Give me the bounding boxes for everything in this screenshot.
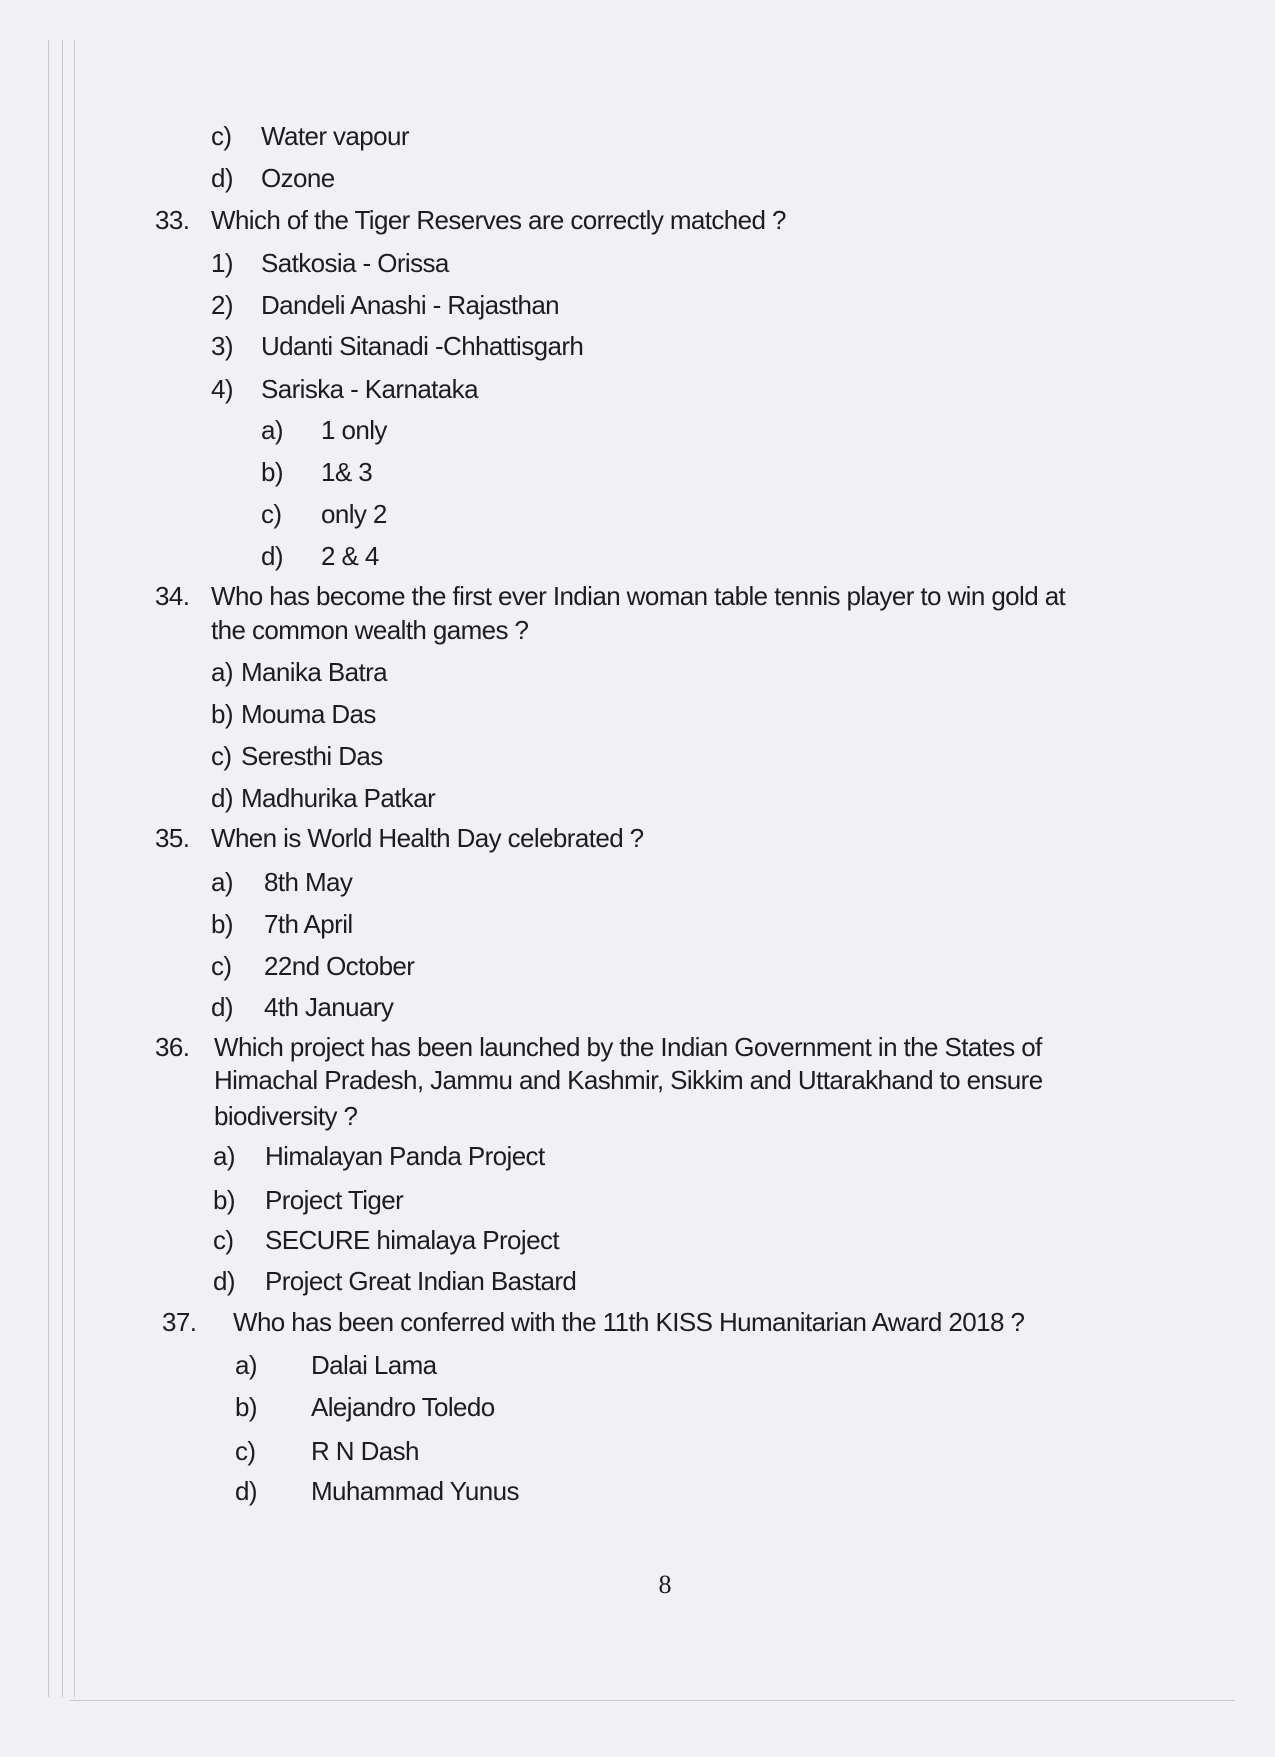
- option-label: c): [211, 951, 232, 981]
- question-text: biodiversity ?: [214, 1101, 358, 1131]
- option-label: b): [211, 909, 233, 939]
- option-text: Seresthi Das: [241, 741, 383, 771]
- question-text: Himachal Pradesh, Jammu and Kashmir, Sikkim and Uttarakhand to ensure: [214, 1065, 1043, 1095]
- option-text: 4th January: [264, 992, 394, 1022]
- statement-text: Sariska - Karnataka: [261, 374, 478, 404]
- paper-edge: [62, 40, 63, 1697]
- option-label: d): [211, 783, 233, 813]
- option-label: c): [213, 1225, 234, 1255]
- option-label: d): [213, 1266, 235, 1296]
- option-text: 22nd October: [264, 951, 415, 981]
- question-text: the common wealth games ?: [211, 615, 529, 645]
- option-text: Project Great Indian Bastard: [265, 1266, 577, 1296]
- option-text: R N Dash: [311, 1436, 419, 1466]
- option-label: d): [261, 541, 283, 571]
- question-number: 36.: [155, 1032, 190, 1062]
- option-text: Project Tiger: [265, 1185, 404, 1215]
- option-label: a): [261, 415, 283, 445]
- option-label: c): [235, 1436, 256, 1466]
- option-text: 1 only: [321, 415, 387, 445]
- option-label: a): [211, 867, 233, 897]
- question-number: 34.: [155, 581, 190, 611]
- option-text: Manika Batra: [241, 657, 387, 687]
- option-text: Mouma Das: [241, 699, 376, 729]
- option-label: c): [211, 121, 232, 151]
- option-text: 1& 3: [321, 457, 373, 487]
- question-number: 35.: [155, 823, 190, 853]
- statement-label: 1): [211, 248, 233, 278]
- option-label: d): [235, 1476, 257, 1506]
- option-text: only 2: [321, 499, 387, 529]
- question-text: Who has been conferred with the 11th KISS Humanitarian Award 2018 ?: [233, 1307, 1025, 1337]
- statement-text: Udanti Sitanadi -Chhattisgarh: [261, 331, 584, 361]
- option-label: c): [211, 741, 232, 771]
- option-label: b): [235, 1392, 257, 1422]
- option-label: d): [211, 992, 233, 1022]
- option-text: Dalai Lama: [311, 1350, 437, 1380]
- option-label: c): [261, 499, 282, 529]
- option-text: Madhurika Patkar: [241, 783, 436, 813]
- option-text: Alejandro Toledo: [311, 1392, 495, 1422]
- option-text: Water vapour: [261, 121, 409, 151]
- question-number: 33.: [155, 205, 190, 235]
- statement-text: Dandeli Anashi - Rajasthan: [261, 290, 560, 320]
- page-number: 8: [658, 1570, 672, 1599]
- paper-edge: [74, 40, 75, 1697]
- question-text: When is World Health Day celebrated ?: [211, 823, 644, 853]
- option-text: 7th April: [264, 909, 353, 939]
- option-label: a): [213, 1141, 235, 1171]
- option-text: SECURE himalaya Project: [265, 1225, 559, 1255]
- question-number: 37.: [162, 1307, 197, 1337]
- option-label: b): [211, 699, 233, 729]
- option-label: b): [213, 1185, 235, 1215]
- option-label: a): [211, 657, 233, 687]
- statement-label: 2): [211, 290, 233, 320]
- question-text: Who has become the first ever Indian woman table tennis player to win gold at: [211, 581, 1066, 611]
- paper-edge: [70, 1700, 1235, 1701]
- option-text: Muhammad Yunus: [311, 1476, 519, 1506]
- question-text: Which of the Tiger Reserves are correctly matched ?: [211, 205, 786, 235]
- statement-text: Satkosia - Orissa: [261, 248, 449, 278]
- statement-label: 4): [211, 374, 233, 404]
- option-text: 2 & 4: [321, 541, 379, 571]
- statement-label: 3): [211, 331, 233, 361]
- question-text: Which project has been launched by the Indian Government in the States of: [214, 1032, 1042, 1062]
- option-label: b): [261, 457, 283, 487]
- option-text: 8th May: [264, 867, 353, 897]
- option-label: d): [211, 163, 233, 193]
- option-label: a): [235, 1350, 257, 1380]
- option-text: Himalayan Panda Project: [265, 1141, 545, 1171]
- option-text: Ozone: [261, 163, 335, 193]
- paper-edge: [48, 40, 49, 1697]
